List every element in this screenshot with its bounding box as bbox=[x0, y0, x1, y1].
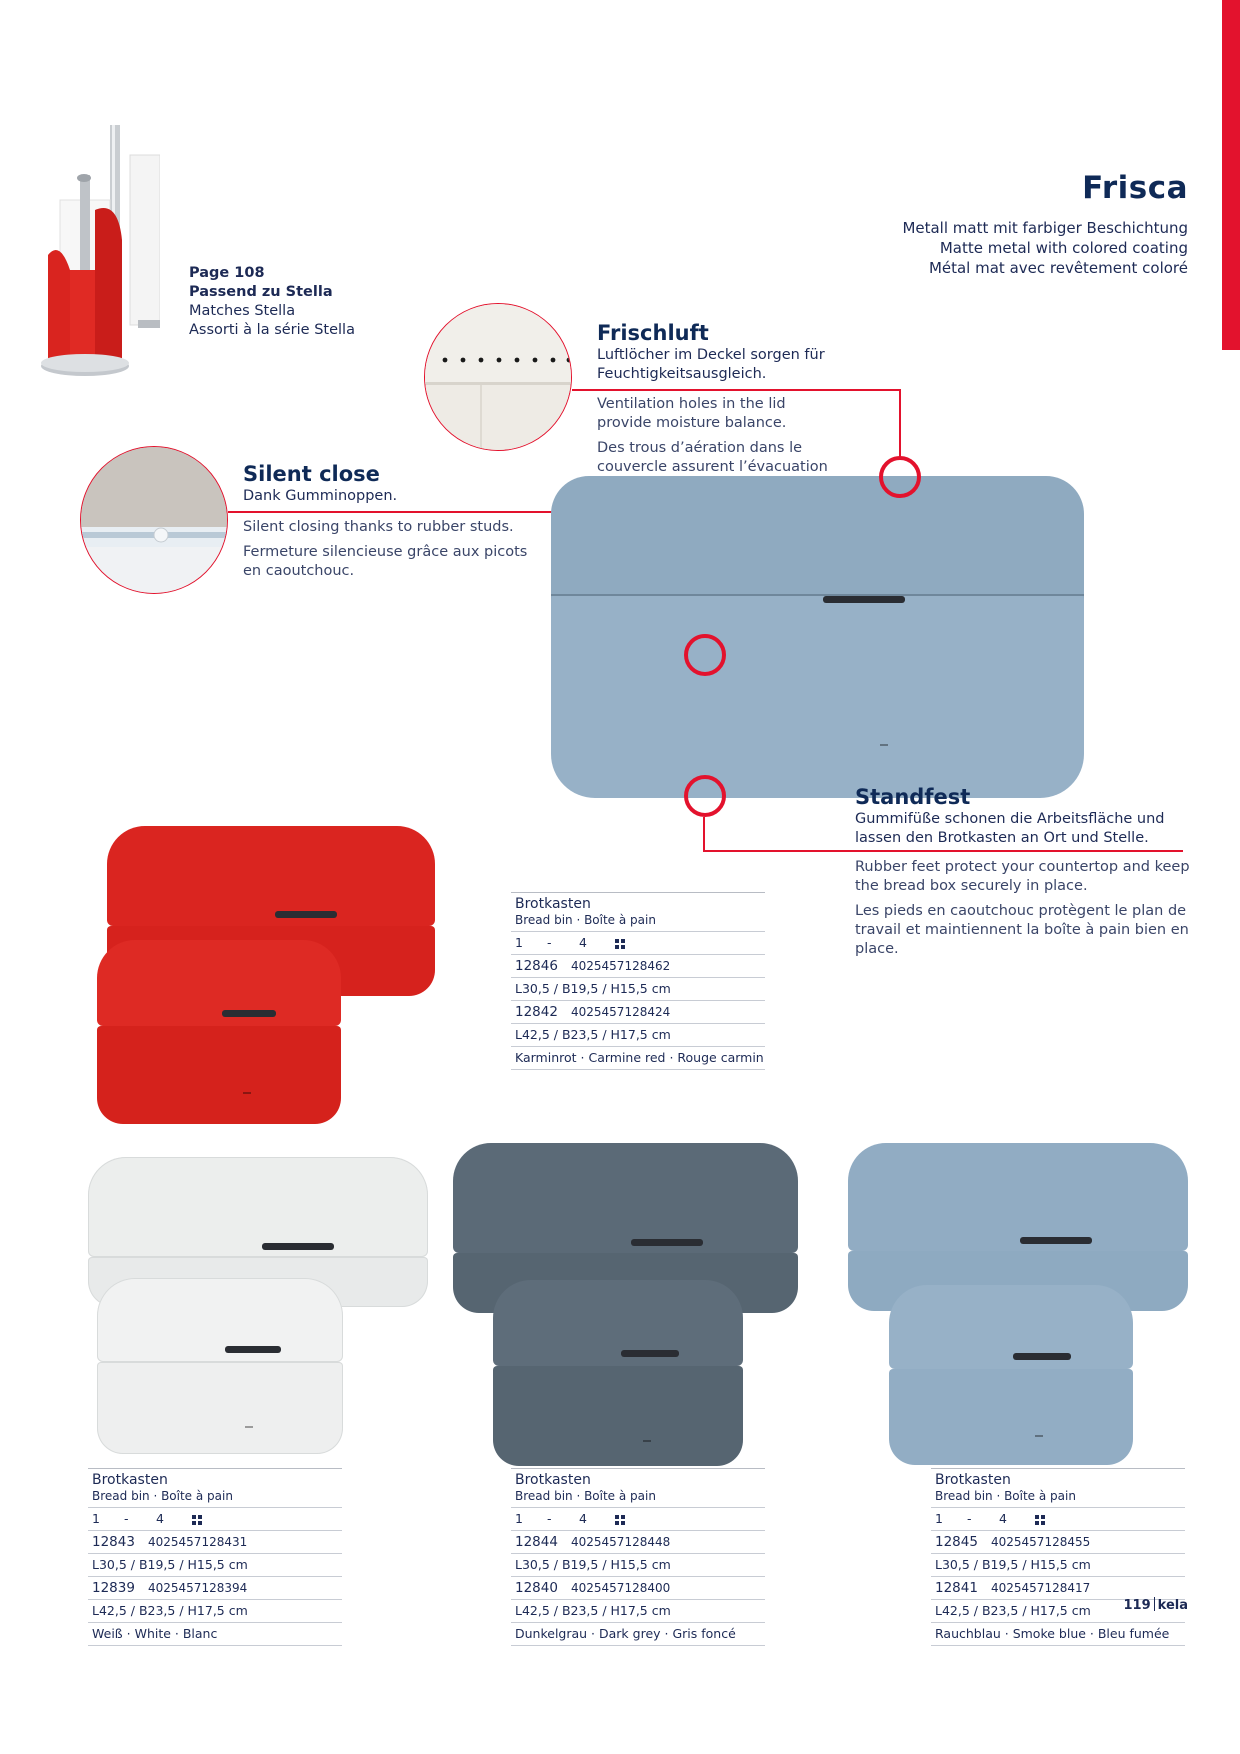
page-ref-en: Matches Stella bbox=[189, 303, 296, 319]
product-table-grey bbox=[511, 1468, 765, 1646]
article-number: 12845 bbox=[935, 1534, 978, 1550]
table-header bbox=[931, 1468, 1185, 1508]
dimensions: L42,5 / B23,5 / H17,5 cm bbox=[515, 1603, 671, 1618]
table-title: Brotkasten bbox=[515, 1472, 591, 1488]
ean-code: 4025457128431 bbox=[148, 1535, 248, 1549]
footer-separator bbox=[1154, 1597, 1155, 1611]
standfest-title: Standfest bbox=[855, 785, 971, 809]
white-small-body bbox=[97, 1362, 343, 1454]
silent-close-highlight-ring bbox=[684, 634, 726, 676]
pack-row bbox=[931, 1508, 1185, 1531]
ean-code: 4025457128394 bbox=[148, 1581, 248, 1595]
standfest-de: Gummifüße schonen die Arbeitsfläche und lassen den Brotkasten an Ort und Stelle. bbox=[855, 811, 1165, 846]
red-large-handle bbox=[275, 911, 337, 918]
pack-dash: - bbox=[547, 1511, 552, 1526]
silent-close-fr: Fermeture silencieuse grâce aux picots en caoutchouc. bbox=[243, 544, 528, 579]
color-name: Weiß · White · Blanc bbox=[92, 1626, 218, 1641]
standfest-connector-vertical bbox=[703, 817, 705, 851]
dimension-row bbox=[511, 1024, 765, 1047]
table-row bbox=[511, 1001, 765, 1024]
article-number: 12843 bbox=[92, 1534, 135, 1550]
page-number: 119 bbox=[1123, 1598, 1151, 1613]
table-subtitle: Bread bin · Boîte à pain bbox=[935, 1489, 1076, 1503]
packaging-icon bbox=[192, 1515, 202, 1525]
grey-small-logo bbox=[643, 1440, 651, 1442]
color-row bbox=[511, 1623, 765, 1646]
rubber-studs-illustration bbox=[81, 447, 228, 594]
hero-bread-bin-body bbox=[551, 594, 1084, 798]
table-title: Brotkasten bbox=[935, 1472, 1011, 1488]
frischluft-de: Luftlöcher im Deckel sorgen für Feuchtigkeitsausgleich. bbox=[597, 347, 825, 382]
table-row bbox=[931, 1531, 1185, 1554]
table-title: Brotkasten bbox=[515, 896, 591, 912]
dimension-row bbox=[511, 1554, 765, 1577]
pack-max: 4 bbox=[579, 935, 587, 950]
white-bread-bin-small-image bbox=[97, 1278, 343, 1454]
dimension-row bbox=[511, 1600, 765, 1623]
dimensions: L30,5 / B19,5 / H15,5 cm bbox=[515, 1557, 671, 1572]
dimension-row bbox=[511, 978, 765, 1001]
edge-tab bbox=[1222, 0, 1240, 350]
hero-bread-bin-image bbox=[551, 476, 1084, 798]
article-number: 12839 bbox=[92, 1580, 135, 1596]
page-ref-number: Page 108 bbox=[189, 265, 265, 281]
dimensions: L42,5 / B23,5 / H17,5 cm bbox=[935, 1603, 1091, 1618]
product-table-blue bbox=[931, 1468, 1185, 1646]
pack-dash: - bbox=[967, 1511, 972, 1526]
red-small-handle bbox=[222, 1010, 276, 1017]
table-row bbox=[511, 1577, 765, 1600]
ean-code: 4025457128462 bbox=[571, 959, 671, 973]
standfest-en: Rubber feet protect your countertop and keep the bread box securely in place. bbox=[855, 859, 1190, 894]
dimensions: L42,5 / B23,5 / H17,5 cm bbox=[515, 1027, 671, 1042]
white-small-lid bbox=[97, 1278, 343, 1362]
ean-code: 4025457128448 bbox=[571, 1535, 671, 1549]
ventilation-holes-detail-image bbox=[424, 303, 572, 451]
pack-max: 4 bbox=[579, 1511, 587, 1526]
series-subtitle bbox=[902, 218, 1188, 278]
color-row bbox=[511, 1047, 765, 1070]
subtitle-de: Metall matt mit farbiger Beschichtung bbox=[902, 219, 1188, 237]
table-subtitle: Bread bin · Boîte à pain bbox=[92, 1489, 233, 1503]
hero-bread-bin-seam bbox=[551, 594, 1084, 596]
red-large-lid bbox=[107, 826, 435, 926]
dimension-row bbox=[88, 1600, 342, 1623]
page-footer bbox=[1124, 1597, 1188, 1613]
silent-close-title: Silent close bbox=[243, 462, 380, 486]
color-row bbox=[931, 1623, 1185, 1646]
ean-code: 4025457128424 bbox=[571, 1005, 671, 1019]
pack-row bbox=[511, 1508, 765, 1531]
dimensions: L30,5 / B19,5 / H15,5 cm bbox=[515, 981, 671, 996]
ean-code: 4025457128400 bbox=[571, 1581, 671, 1595]
table-header bbox=[511, 892, 765, 932]
standfest-connector-line bbox=[703, 850, 1183, 852]
series-title: Frisca bbox=[1082, 170, 1188, 206]
pack-min: 1 bbox=[515, 935, 523, 950]
hero-bread-bin-handle bbox=[823, 596, 905, 603]
page-ref-fr: Assorti à la série Stella bbox=[189, 322, 355, 338]
red-small-body bbox=[97, 1026, 341, 1124]
table-header bbox=[511, 1468, 765, 1508]
silent-close-en: Silent closing thanks to rubber studs. bbox=[243, 519, 514, 535]
white-small-logo bbox=[245, 1426, 253, 1428]
standfest-description bbox=[855, 858, 1190, 965]
blue-bread-bin-small-image bbox=[889, 1285, 1133, 1465]
color-name: Karminrot · Carmine red · Rouge carmin bbox=[515, 1050, 764, 1065]
pack-max: 4 bbox=[999, 1511, 1007, 1526]
paper-towel-holder-image bbox=[40, 120, 160, 380]
hero-bread-bin-logo bbox=[880, 744, 888, 746]
white-large-lid bbox=[88, 1157, 428, 1257]
subtitle-en: Matte metal with colored coating bbox=[939, 239, 1188, 257]
table-row bbox=[511, 1531, 765, 1554]
grey-small-body bbox=[493, 1366, 743, 1466]
dimension-row bbox=[88, 1554, 342, 1577]
standfest-fr: Les pieds en caoutchouc protègent le plan de travail et maintiennent la boîte à pain bien en place. bbox=[855, 903, 1189, 957]
frischluft-highlight-ring bbox=[879, 456, 921, 498]
grey-large-handle bbox=[631, 1239, 703, 1246]
packaging-icon bbox=[1035, 1515, 1045, 1525]
frischluft-fr: Des trous d’aération dans le couvercle assurent l’évacuation bbox=[597, 440, 828, 475]
blue-large-lid bbox=[848, 1143, 1188, 1251]
blue-small-lid bbox=[889, 1285, 1133, 1369]
table-subtitle: Bread bin · Boîte à pain bbox=[515, 1489, 656, 1503]
blue-small-body bbox=[889, 1369, 1133, 1465]
pack-min: 1 bbox=[515, 1511, 523, 1526]
article-number: 12842 bbox=[515, 1004, 558, 1020]
article-number: 12846 bbox=[515, 958, 558, 974]
ean-code: 4025457128455 bbox=[991, 1535, 1091, 1549]
color-name: Dunkelgrau · Dark grey · Gris foncé bbox=[515, 1626, 736, 1641]
grey-small-handle bbox=[621, 1350, 679, 1357]
page-ref-de: Passend zu Stella bbox=[189, 284, 333, 300]
pack-min: 1 bbox=[935, 1511, 943, 1526]
subtitle-fr: Métal mat avec revêtement coloré bbox=[928, 259, 1188, 277]
table-row bbox=[511, 955, 765, 978]
white-large-handle bbox=[262, 1243, 334, 1250]
rubber-studs-detail-image bbox=[80, 446, 228, 594]
silent-close-de: Dank Gumminoppen. bbox=[243, 488, 398, 504]
pack-row bbox=[88, 1508, 342, 1531]
article-number: 12844 bbox=[515, 1534, 558, 1550]
table-subtitle: Bread bin · Boîte à pain bbox=[515, 913, 656, 927]
pack-min: 1 bbox=[92, 1511, 100, 1526]
silent-close-description bbox=[243, 518, 528, 587]
frischluft-en: Ventilation holes in the lid provide moisture balance. bbox=[597, 396, 787, 431]
red-bread-bin-small-image bbox=[97, 940, 341, 1124]
table-header bbox=[88, 1468, 342, 1508]
grey-large-lid bbox=[453, 1143, 798, 1253]
white-small-handle bbox=[225, 1346, 281, 1353]
blue-large-handle bbox=[1020, 1237, 1092, 1244]
pack-max: 4 bbox=[156, 1511, 164, 1526]
ean-code: 4025457128417 bbox=[991, 1581, 1091, 1595]
grey-small-lid bbox=[493, 1280, 743, 1366]
frischluft-connector-vertical bbox=[899, 389, 901, 457]
table-title: Brotkasten bbox=[92, 1472, 168, 1488]
pack-row bbox=[511, 932, 765, 955]
red-small-lid bbox=[97, 940, 341, 1026]
product-table-red bbox=[511, 892, 765, 1070]
blue-small-logo bbox=[1035, 1435, 1043, 1437]
table-row bbox=[88, 1531, 342, 1554]
product-table-white bbox=[88, 1468, 342, 1646]
frischluft-connector-line bbox=[572, 389, 900, 391]
article-number: 12841 bbox=[935, 1580, 978, 1596]
color-row bbox=[88, 1623, 342, 1646]
standfest-highlight-ring bbox=[684, 775, 726, 817]
color-name: Rauchblau · Smoke blue · Bleu fumée bbox=[935, 1626, 1170, 1641]
article-number: 12840 bbox=[515, 1580, 558, 1596]
red-small-logo bbox=[243, 1092, 251, 1094]
dimension-row bbox=[931, 1554, 1185, 1577]
dimensions: L30,5 / B19,5 / H15,5 cm bbox=[92, 1557, 248, 1572]
brand-logo: kela bbox=[1157, 1598, 1188, 1613]
packaging-icon bbox=[615, 1515, 625, 1525]
grey-bread-bin-small-image bbox=[493, 1280, 743, 1466]
page-reference bbox=[189, 264, 355, 340]
packaging-icon bbox=[615, 939, 625, 949]
pack-dash: - bbox=[124, 1511, 129, 1526]
blue-small-handle bbox=[1013, 1353, 1071, 1360]
frischluft-title: Frischluft bbox=[597, 321, 709, 345]
table-row bbox=[88, 1577, 342, 1600]
dimensions: L30,5 / B19,5 / H15,5 cm bbox=[935, 1557, 1091, 1572]
pack-dash: - bbox=[547, 935, 552, 950]
dimensions: L42,5 / B23,5 / H17,5 cm bbox=[92, 1603, 248, 1618]
ventilation-holes-illustration bbox=[425, 304, 572, 451]
